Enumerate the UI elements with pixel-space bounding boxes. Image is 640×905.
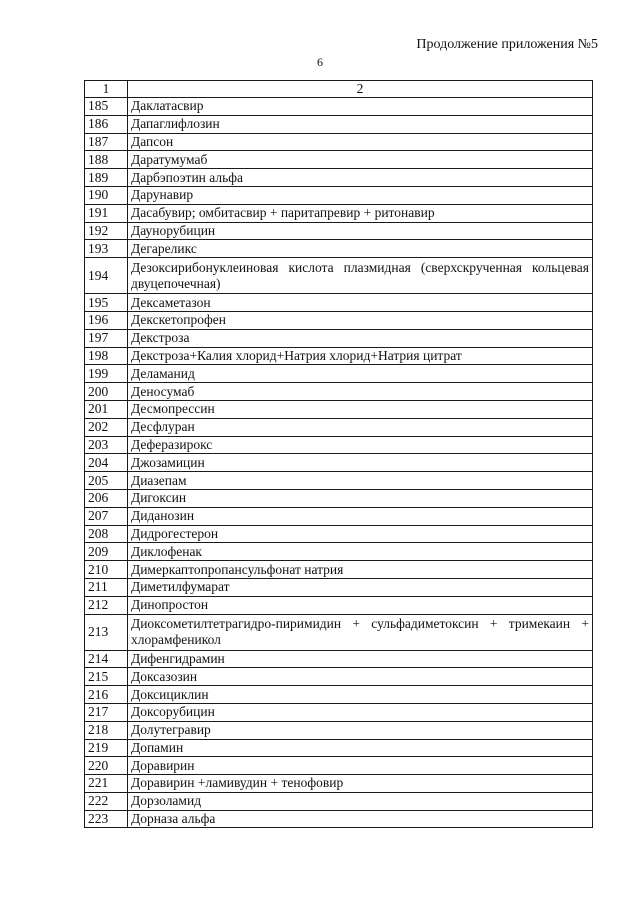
table-row [85,418,593,436]
table-row [85,329,593,347]
drug-name: Десмопрессин [128,400,593,418]
table-row [85,240,593,258]
row-number: 185 [85,98,128,116]
drug-name: Дексаметазон [128,294,593,312]
table-row [85,383,593,401]
table-row [85,294,593,312]
row-number: 213 [85,614,128,650]
table-row [85,400,593,418]
row-number: 197 [85,329,128,347]
table-row [85,222,593,240]
table-body [85,98,593,828]
page-number: 6 [317,55,323,69]
row-number: 188 [85,151,128,169]
row-number: 209 [85,543,128,561]
table-row [85,668,593,686]
row-number: 198 [85,347,128,365]
drug-name: Дарбэпоэтин альфа [128,169,593,187]
row-number: 200 [85,383,128,401]
drug-name: Долутегравир [128,721,593,739]
row-number: 206 [85,489,128,507]
continuation-note: Продолжение приложения №5 [416,37,598,52]
drug-name: Дегареликс [128,240,593,258]
drug-name: Доравирин +ламивудин + тенофовир [128,775,593,793]
drug-name: Диоксометилтетрагидро-пиримидин + сульфадиметоксин + тримекаин + хлорамфеникол [128,614,593,650]
table-row [85,311,593,329]
table-row [85,472,593,490]
row-number: 203 [85,436,128,454]
drug-name: Дарунавир [128,186,593,204]
row-number: 221 [85,775,128,793]
table-row [85,525,593,543]
row-number: 212 [85,596,128,614]
row-number: 211 [85,578,128,596]
table-row [85,703,593,721]
drug-name: Дигоксин [128,489,593,507]
row-number: 216 [85,686,128,704]
row-number: 201 [85,400,128,418]
column-header-number: 1 [85,81,128,98]
row-number: 217 [85,703,128,721]
drug-name: Динопростон [128,596,593,614]
row-number: 210 [85,561,128,579]
column-header-name: 2 [128,81,593,98]
table-row [85,489,593,507]
row-number: 199 [85,365,128,383]
table-row [85,686,593,704]
table-row [85,596,593,614]
row-number: 195 [85,294,128,312]
row-number: 202 [85,418,128,436]
table-row [85,721,593,739]
drug-name: Декстроза+Калия хлорид+Натрия хлорид+Натрия цитрат [128,347,593,365]
drug-name: Доксазозин [128,668,593,686]
drug-name: Декскетопрофен [128,311,593,329]
drug-name: Десфлуран [128,418,593,436]
table-row [85,436,593,454]
table-row [85,543,593,561]
row-number: 205 [85,472,128,490]
row-number: 215 [85,668,128,686]
table-row [85,204,593,222]
row-number: 190 [85,186,128,204]
table-row [85,169,593,187]
drug-name: Дапсон [128,133,593,151]
drug-name: Диклофенак [128,543,593,561]
table-row [85,614,593,650]
drug-name: Декстроза [128,329,593,347]
drug-name: Деносумаб [128,383,593,401]
table-row [85,507,593,525]
row-number: 220 [85,757,128,775]
table-row [85,650,593,668]
drug-name: Диданозин [128,507,593,525]
row-number: 196 [85,311,128,329]
drug-name: Даратумумаб [128,151,593,169]
drug-name: Даунорубицин [128,222,593,240]
table-row [85,133,593,151]
drug-name: Джозамицин [128,454,593,472]
table-header-row [85,81,593,98]
table-row [85,775,593,793]
drug-name: Дифенгидрамин [128,650,593,668]
drug-name: Дорзоламид [128,792,593,810]
table-row [85,98,593,116]
row-number: 192 [85,222,128,240]
table-row [85,151,593,169]
row-number: 204 [85,454,128,472]
row-number: 193 [85,240,128,258]
table-row [85,115,593,133]
table-row [85,810,593,828]
drug-name: Диметилфумарат [128,578,593,596]
row-number: 208 [85,525,128,543]
table-row [85,739,593,757]
drug-name: Даклатасвир [128,98,593,116]
row-number: 186 [85,115,128,133]
drug-name: Димеркаптопропансульфонат натрия [128,561,593,579]
row-number: 194 [85,258,128,294]
drug-name: Деламанид [128,365,593,383]
row-number: 223 [85,810,128,828]
row-number: 207 [85,507,128,525]
drug-name: Доравирин [128,757,593,775]
row-number: 218 [85,721,128,739]
medication-table [84,80,593,828]
drug-name: Дидрогестерон [128,525,593,543]
table-row [85,561,593,579]
table-row [85,792,593,810]
table-row [85,258,593,294]
drug-name: Деферазирокс [128,436,593,454]
row-number: 191 [85,204,128,222]
table-row [85,454,593,472]
drug-name: Допамин [128,739,593,757]
drug-name: Дорназа альфа [128,810,593,828]
row-number: 219 [85,739,128,757]
row-number: 189 [85,169,128,187]
table-row [85,578,593,596]
row-number: 214 [85,650,128,668]
drug-name: Диазепам [128,472,593,490]
drug-name: Дезоксирибонуклеиновая кислота плазмидная (сверхскрученная кольцевая двуцепочечная) [128,258,593,294]
table-row [85,186,593,204]
drug-name: Доксициклин [128,686,593,704]
drug-name: Дасабувир; омбитасвир + паритапревир + ритонавир [128,204,593,222]
drug-name: Дапаглифлозин [128,115,593,133]
table-row [85,347,593,365]
drug-name: Доксорубицин [128,703,593,721]
table-row [85,757,593,775]
row-number: 222 [85,792,128,810]
table-row [85,365,593,383]
row-number: 187 [85,133,128,151]
